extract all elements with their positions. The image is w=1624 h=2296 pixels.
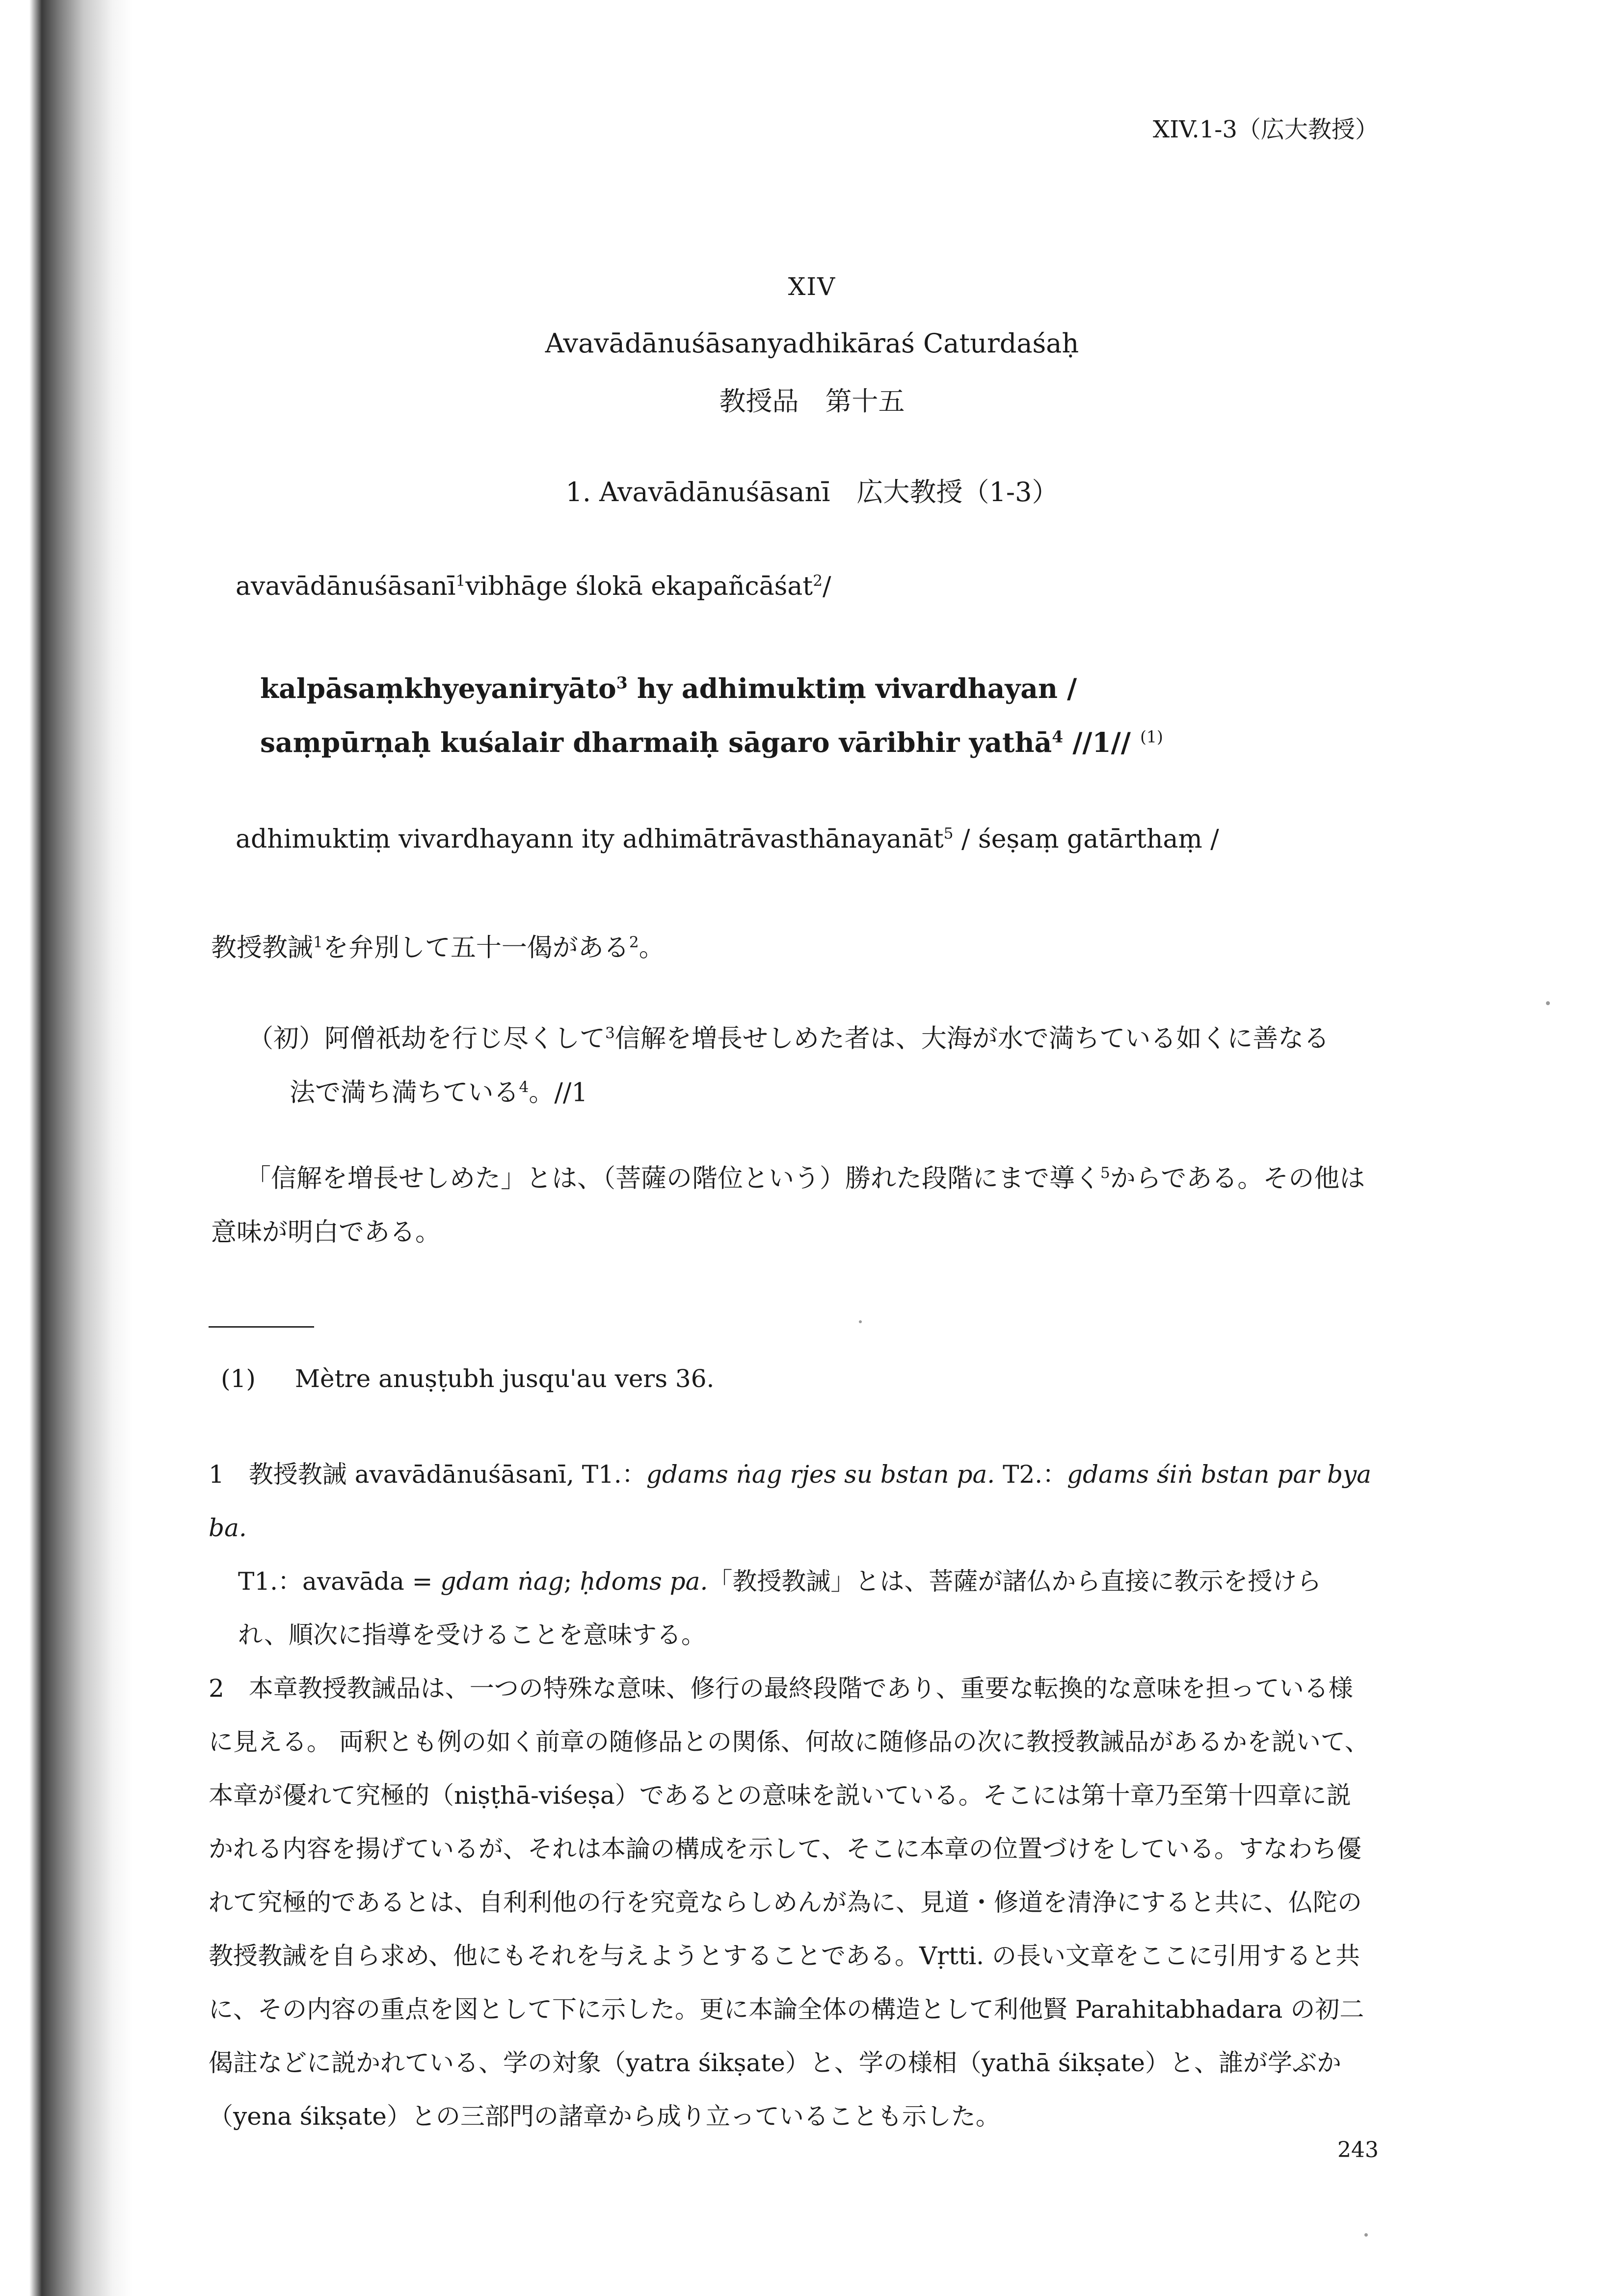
translation-3-a: 「信解を増長せしめた」とは、（菩薩の階位という）勝れた段階にまで導く [245, 1164, 1101, 1194]
commentary-text-a: adhimuktiṃ vivardhayann ity adhimātrāvasthānayanāt [236, 825, 944, 854]
verse-2-text-a: saṃpūrṇaḥ kuśalair dharmaiḥ sāgaro vāribhir yathā [260, 726, 1052, 758]
note-2: 2 本章教授教誡品は、一つの特殊な意味、修行の最終段階であり、重要な転換的な意味を担っている様に見える。 両釈とも例の如く前章の随修品との関係、何故に随修品の次に教授教誡品があるかを説いて、本章が優れて究極的（niṣṭhā-viśeṣa）であるとの意味を説いている。そこには第十章乃至第十四章に説かれる内容を揚げているが、それは本論の構成を示して、そこに本章の位置づけをしている。すなわち優れて究極的であるとは、自利利他の行を究竟ならしめんが為に、見道・修道を清浄にすると共に、仏陀の教授教誡を自ら求め、他にもそれを与えようとすることである。Vṛtti. の長い文章をここに引用すると共に、その内容の重点を図として下に示した。更に本論全体の構造として利他賢 Parahitabhadara の初二偈註などに説かれている、学の対象（yatra śikṣate）と、学の様相（yathā śikṣate）と、誰が学ぶか（yena śikṣate）との三部門の諸章から成り立っていることも示した。 [209, 1674, 1369, 2131]
note-1-g: ; [563, 1567, 580, 1596]
footnote-ref-4: 4 [1052, 727, 1064, 747]
footnote-ref-1: 1 [455, 572, 466, 590]
translation-verse2-b: 。//1 [529, 1078, 588, 1108]
verse-note-mark: (1) [1140, 727, 1163, 747]
note-1-h: ḥdoms pa. [580, 1567, 708, 1596]
intro-text-a: avavādānuśāsanī [236, 572, 456, 601]
verse-2-text-b: //1// [1063, 726, 1141, 758]
note-1-b: gdams ṅag rjes su bstan pa. [646, 1460, 995, 1489]
note-1-a: 1 教授教誡 avavādānuśāsanī, T1.： [209, 1460, 646, 1489]
note-1 [209, 1448, 1372, 1555]
translation-ref-2: 2 [629, 934, 639, 951]
intro-text-c: / [823, 572, 831, 601]
translation-ref-5: 5 [1100, 1164, 1110, 1182]
translation-paragraph-1 [211, 915, 665, 975]
note-1-cont [209, 1555, 1372, 1662]
footnote-ref-2: 2 [813, 572, 823, 590]
footnote-text: Mètre anuṣṭubh jusqu'au vers 36. [294, 1364, 715, 1393]
note-1-c: T2.： [995, 1460, 1067, 1489]
footnote-label: (1) [221, 1364, 256, 1393]
intro-line [236, 572, 831, 601]
notes-section [209, 1448, 1372, 2143]
translation-1-b: を弁別して五十一偈がある [322, 933, 629, 963]
commentary-line [236, 825, 1219, 854]
section-heading: 1. Avavādānuśāsanī 広大教授（1-3） [565, 477, 1059, 507]
footnote-rule [209, 1326, 314, 1328]
translation-verse-a: （初）阿僧祇劫を行じ尽くして [248, 1024, 606, 1054]
scan-speck [859, 1320, 862, 1323]
translation-paragraph-3 [211, 1146, 1374, 1259]
translation-ref-4: 4 [519, 1078, 529, 1096]
verse-line-2 [260, 726, 1163, 758]
verse-1-text-a: kalpāsaṃkhyeyaniryāto [260, 672, 616, 704]
translation-1-c: 。 [639, 933, 665, 963]
running-head: XIV.1-3（広大教授） [1153, 116, 1379, 143]
verse-line-1 [260, 672, 1077, 704]
page-number: 243 [1337, 2137, 1379, 2163]
chapter-title: Avavādānuśāsanyadhikāraś Caturdaśaḥ [545, 328, 1079, 359]
note-1-d: gdams śiṅ bstan par bya ba. [209, 1460, 1372, 1542]
note-1-f: gdam ṅag [440, 1567, 564, 1596]
intro-text-b: vibhāge ślokā ekapañcāśat [465, 572, 813, 601]
translation-verse-b: 信解を増長せしめた者は、大海が水で満ちている如くに善なる [614, 1024, 1330, 1054]
note-1-i: 「教授教誡」とは、菩薩が諸仏から直接に教示を授けられ、順次に指導を受けることを意味する。 [238, 1567, 1322, 1649]
note-1-e: T1.：avavāda = [238, 1567, 441, 1596]
scan-speck [1546, 1001, 1550, 1005]
translation-ref-3: 3 [605, 1024, 615, 1042]
commentary-text-b: / śeṣaṃ gatārthaṃ / [953, 825, 1219, 854]
scan-speck [1364, 2233, 1368, 2237]
verse-1-text-b: hy adhimuktiṃ vivardhayan / [627, 672, 1077, 704]
translation-verse2-a: 法で満ち満ちている [290, 1078, 519, 1108]
footnote-metre [221, 1364, 714, 1393]
translation-3-b: からである。その他は意味が明白である。 [211, 1164, 1365, 1248]
translation-ref-1: 1 [313, 934, 323, 951]
footnote-ref-5: 5 [943, 825, 954, 843]
translation-verse-line-2 [290, 1060, 587, 1120]
chapter-number: XIV [788, 272, 836, 301]
translation-verse-line-1 [248, 1006, 1329, 1066]
chapter-title-japanese: 教授品 第十五 [719, 386, 905, 417]
translation-1-a: 教授教誡 [211, 933, 314, 963]
footnote-ref-3: 3 [616, 673, 628, 693]
